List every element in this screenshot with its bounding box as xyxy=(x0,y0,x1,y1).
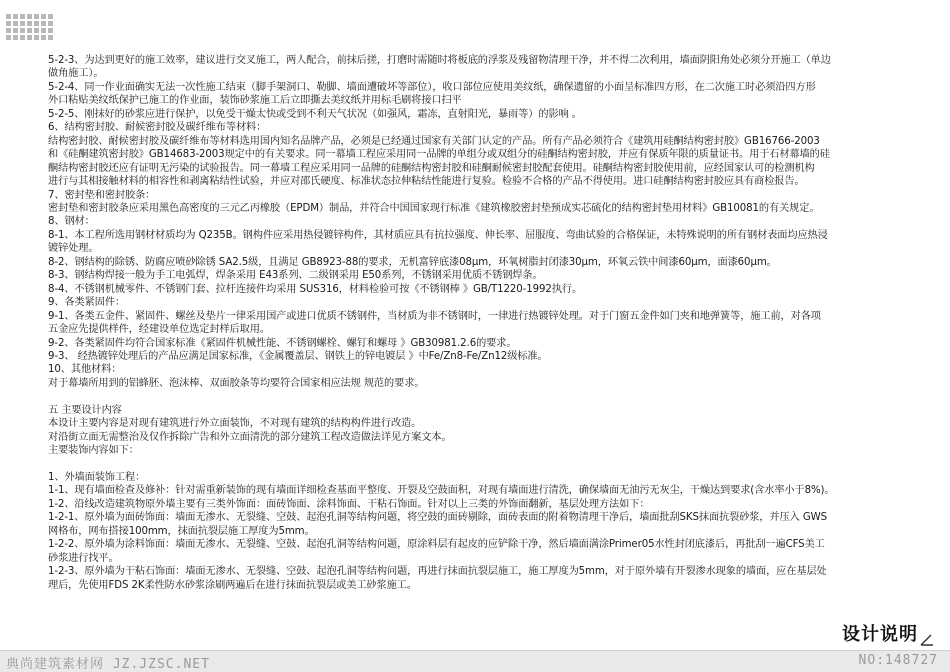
dot-grid-logo xyxy=(6,14,53,40)
text-line: 1-2-2、原外墙为涂料饰面：墙面无渗水、无裂缝、空鼓、起泡孔洞等结构问题，原涂料层有起皮的应铲除干净，然后墙面满涂Primer05水性封闭底漆后，再批刮一遍CFS美工 xyxy=(48,539,825,551)
text-line: 对于幕墙所用到的铝蜂胚、泡沫棒、双面胶条等均要符合国家相应法规 规范的要求。 xyxy=(48,377,425,389)
text-line: 8-1、本工程所选用钢材材质均为 Q235B。钢构件应采用热侵镀锌构件，其材质应具有抗拉强度、伸长率、屈服度、弯曲试验的合格保证，未特殊说明的所有钢材表面均应热浸 xyxy=(48,229,828,241)
text-line: 酮结构密封胶还应有证明无污染的试验报告。同一幕墙工程应采用同一品牌的硅酮结构密封胶和硅酮耐候密封胶配套使用。硅酮结构密封胶使用前，应经国家认可的检测机构 xyxy=(48,162,815,174)
text-line: 镀锌处理。 xyxy=(48,243,99,255)
text-line: 8、钢材： xyxy=(48,216,95,228)
text-line: 8-2、钢结构的除锈、防腐应喷砂除锈 SA2.5级，且满足 GB8923-88的要求，无机富锌底漆08μm，环氧树脂封闭漆30μm，环氧云铁中间漆60μm，面漆60μm。 xyxy=(48,256,777,268)
text-line: 五 主要设计内容 xyxy=(48,404,122,416)
text-line: 1-2-1、原外墙为面砖饰面：墙面无渗水、无裂缝、空鼓、起泡孔洞等结构问题，将空鼓的面砖剔除，面砖表面的附着物清理干净后，墙面批刮SKS抹面抗裂砂浆，并压入 GWS xyxy=(48,512,828,524)
text-line: 对沿街立面无需整治及仅作拆除广告和外立面清洗的部分建筑工程改造做法详见方案文本。 xyxy=(48,431,452,443)
text-line: 本设计主要内容是对现有建筑进行外立面装饰，不对现有建筑的结构构件进行改造。 xyxy=(48,418,422,430)
text-line: 网格布，网布搭接100mm，抹面抗裂层施工厚度为5mm。 xyxy=(48,525,315,537)
text-line: 外口粘贴美纹纸保护已施工的作业面，装饰砂浆施工后立即撕去美纹纸并用标毛刷将接口扫平 xyxy=(48,95,462,107)
text-line: 8-3、钢结构焊接一般为手工电弧焊，焊条采用 E43系列、二级钢采用 E50系列，不锈钢采用优质不锈钢焊条。 xyxy=(48,270,543,282)
corner-arrow-icon xyxy=(920,632,934,646)
text-line: 1-2、沿线改造建筑物原外墙主要有三类外饰面：面砖饰面、涂料饰面、干粘石饰面。针对以上三类的外饰面翻新，基层处理方法如下： xyxy=(48,498,650,510)
document-body xyxy=(48,54,930,592)
text-line: 9-3、 经热镀锌处理后的产品应满足国家标准，《金属覆盖层、钢铁上的锌电镀层 》中Fe/Zn8-Fe/Zn12级标准。 xyxy=(48,350,548,362)
text-line: 理后，先使用FDS 2K柔性防水砂浆涂刷两遍后在进行抹面抗裂层或美工砂浆施工。 xyxy=(48,579,417,591)
page-title-block xyxy=(842,620,934,646)
text-line: 进行与其相接触材料的相容性和剥离粘结性试验，并应对邵氏硬度、标准状态拉伸粘结性能进行复验。检验不合格的产品不得使用。进口硅酮结构密封胶应具有商检报告。 xyxy=(48,176,805,188)
text-line: 6、结构密封胶、耐候密封胶及碳纤维布等材料： xyxy=(48,122,267,134)
text-line: 1-2-3、原外墙为干粘石饰面：墙面无渗水、无裂缝、空鼓、起泡孔洞等结构问题，再进行抹面抗裂层施工，施工厚度为5mm，对于原外墙有开裂渗水现象的墙面，应在基层处 xyxy=(48,566,827,578)
text-line: 1、外墙面装饰工程： xyxy=(48,472,146,484)
text-line: 8-4、不锈钢机械零件、不锈钢门套、拉杆连接件均采用 SUS316，材料检验可按《不锈钢棒 》GB/T1220-1992执行。 xyxy=(48,283,583,295)
text-line: 7、密封垫和密封胶条： xyxy=(48,189,156,201)
text-line: 5-2-4、同一作业面确实无法一次性施工结束（脚手架洞口、勒脚、墙面遭破坏等部位），收口部位应使用美纹纸，确保遗留的小面呈标准四方形，在二次施工时必须沿四方形 xyxy=(48,81,816,93)
text-line: 主要装饰内容如下： xyxy=(48,445,139,457)
text-line: 和《硅酮建筑密封胶》GB14683-2003规定中的有关要求。同一幕墙工程应采用同一品牌的单组分或双组分的硅酮结构密封胶，并应有保质年限的质量证书。用于石材幕墙的硅 xyxy=(48,149,830,161)
text-line: 5-2-5、刚抹好的砂浆应进行保护，以免受干燥太快或受到不利天气状况（如强风，霜冻，直射阳光，暴雨等）的影响 。 xyxy=(48,108,582,120)
text-line: 9、各类紧固件： xyxy=(48,297,125,309)
watermark-right: NO:148727 xyxy=(858,653,938,668)
text-line: 9-1、各类五金件、紧固件、螺丝及垫片一律采用国产或进口优质不锈钢件，当材质为非不锈钢时，一律进行热镀锌处理。对于门窗五金件如门夹和地弹簧等，施工前，对各项 xyxy=(48,310,821,322)
text-line: 结构密封胶、耐候密封胶及碳纤维布等材料选用国内知名品牌产品，必须是已经通过国家有关部门认定的产品。所有产品必须符合《建筑用硅酮结构密封胶》GB16766-2003 xyxy=(48,135,820,147)
page-title: 设计说明 xyxy=(842,624,918,645)
text-line: 密封垫和密封胶条应采用黑色高密度的三元乙丙橡胶（EPDM）制品，并符合中国国家现行标准《建筑橡胶密封垫预成实芯硫化的结构密封垫用材料》GB10081的有关规定。 xyxy=(48,202,820,214)
text-line: 10、其他材料： xyxy=(48,364,122,376)
footer-watermark-bar xyxy=(0,650,950,672)
text-line: 做角施工）。 xyxy=(48,68,104,80)
text-line: 五金应先提供样件，经建设单位选定封样后取用。 xyxy=(48,324,270,336)
text-line: 砂浆进行找平。 xyxy=(48,552,119,564)
watermark-left: 典尚建筑素材网 JZ.JZSC.NET xyxy=(6,657,210,672)
blank-line xyxy=(48,390,930,403)
text-line: 5-2-3、为达到更好的施工效率，建议进行交叉施工，两人配合，前抹后搓，打磨时需随时将板底的浮浆及残留物清理干净，并不得二次利用，墙面阴阳角处必须分开施工（单边 xyxy=(48,55,831,66)
blank-line xyxy=(48,458,930,471)
text-line: 1-1、现有墙面检查及修补：针对需重新装饰的现有墙面详细检查基面平整度、开裂及空鼓面积，对现有墙面进行清洗，确保墙面无油污无灰尘，干燥达到要求(含水率小于8%)。 xyxy=(48,485,835,497)
text-line: 9-2、各类紧固件均符合国家标准《紧固件机械性能、不锈钢螺栓、螺钉和螺母 》GB30981.2.6的要求。 xyxy=(48,337,517,349)
